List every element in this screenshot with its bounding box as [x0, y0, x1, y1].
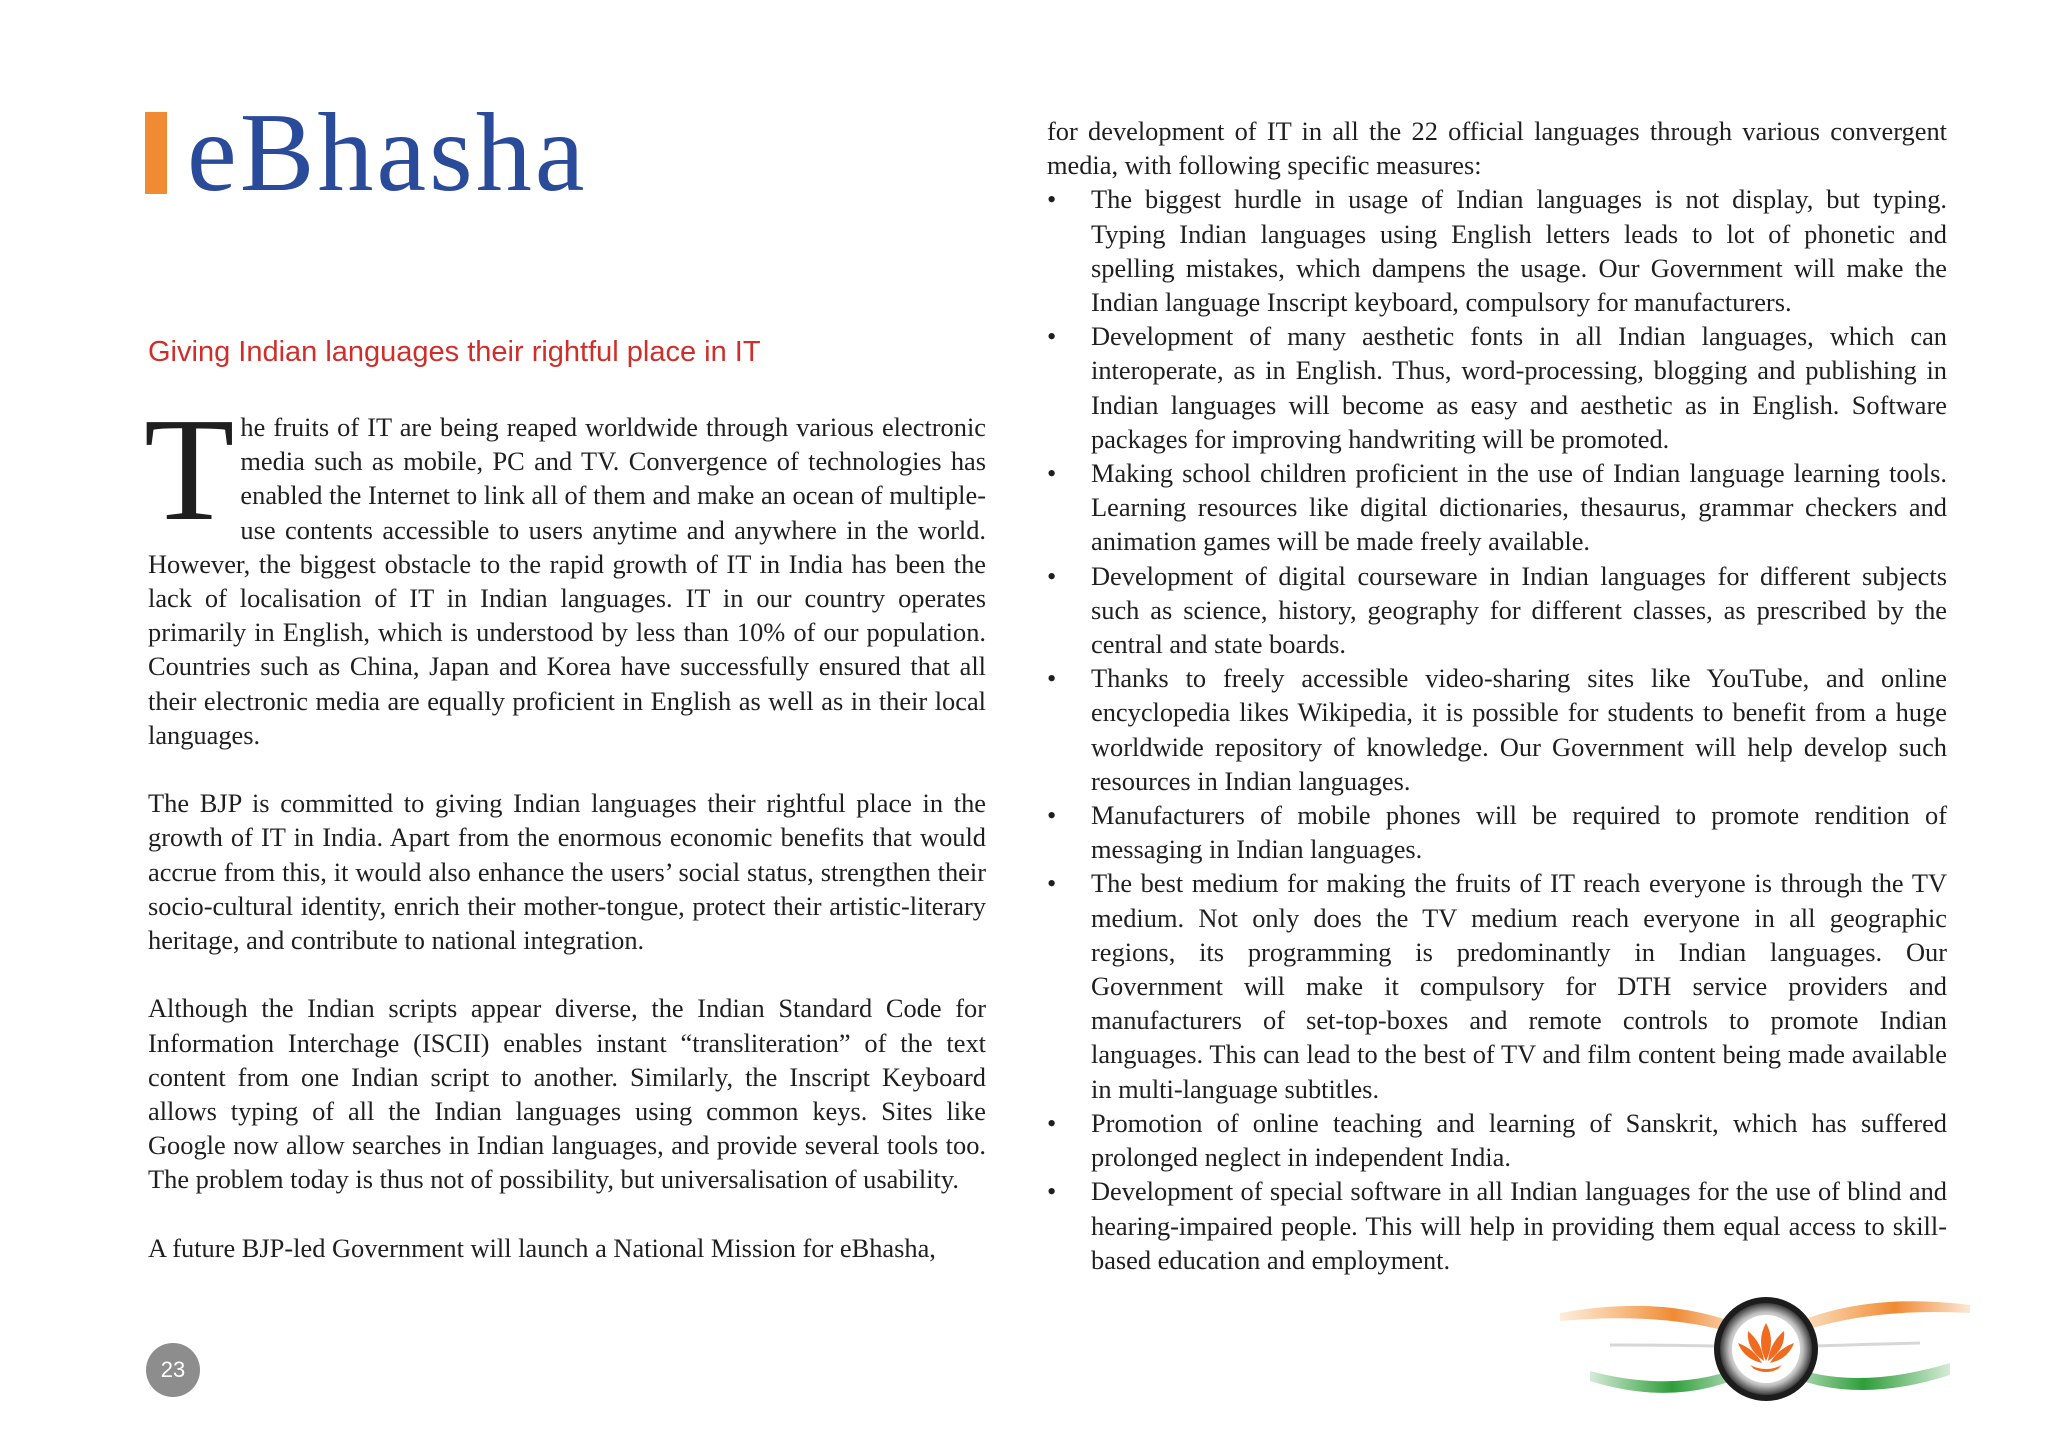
bullet-icon: •	[1047, 1176, 1057, 1207]
lotus-emblem-icon	[1550, 1285, 1980, 1415]
paragraph-3: Although the Indian scripts appear diverse, the Indian Standard Code for Information Interchage (ISCII) enables instant “transliteration” of the text content from one Indian script to another. Similarly, the Inscript Keyboard allows typing of all the Indian languages using common keys. Sites like Google now allow searches in Indian languages, and provide several tools too. The problem today is thus not of possibility, but universalisation of usability.	[148, 993, 986, 1195]
list-item	[1047, 1174, 1947, 1277]
drop-cap: T	[144, 388, 235, 552]
list-item-text: Development of many aesthetic fonts in all Indian languages, which can interoperate, as in English. Thus, word-processing, blogging and publishing in Indian languages will become as easy and aesthetic as in English. Software packages for improving handwriting will be promoted.	[1091, 321, 1947, 454]
bullet-icon: •	[1047, 663, 1057, 694]
list-item-text: Promotion of online teaching and learning of Sanskrit, which has suffered prolonged neglect in independent India.	[1091, 1107, 1947, 1173]
paragraph-4: A future BJP-led Government will launch a National Mission for eBhasha,	[148, 1232, 936, 1263]
bullet-icon: •	[1047, 1107, 1057, 1138]
list-item-text: Development of digital courseware in Indian languages for different subjects such as science, history, geography for different classes, as prescribed by the central and state boards.	[1091, 560, 1947, 660]
list-item-text: The best medium for making the fruits of IT reach everyone is through the TV medium. Not only does the TV medium reach everyone in all geographic regions, its programming is predominantly in Indian languages. Our Government will make it compulsory for DTH service providers and manufacturers of set-top-boxes and remote controls to promote Indian languages. This can lead to the best of TV and film content being made available in multi-language subtitles.	[1091, 868, 1947, 1104]
title-accent-bar	[145, 112, 167, 194]
list-item	[1047, 319, 1947, 456]
list-item-text: Making school children proficient in the use of Indian language learning tools. Learning resources like digital dictionaries, thesaurus, grammar checkers and animation games will be made freely available.	[1091, 458, 1947, 557]
bullet-icon: •	[1047, 184, 1057, 215]
paragraph-1	[144, 388, 986, 752]
list-item-text: Manufacturers of mobile phones will be required to promote rendition of messaging in Indian languages.	[1091, 800, 1947, 865]
list-item	[1047, 866, 1947, 1105]
left-column	[144, 388, 986, 1265]
measures-list	[1047, 182, 1947, 1277]
title-block	[145, 91, 588, 215]
list-item	[1047, 456, 1947, 559]
page-title: eBhasha	[187, 91, 588, 215]
bullet-icon: •	[1047, 458, 1057, 489]
paragraph-1-text: he fruits of IT are being reaped worldwide through various electronic media such as mobile, PC and TV. Convergence of technologies has enabled the Internet to link all of them and make an ocean of multiple-use contents accessible to users anytime and anywhere in the world. However, the biggest obstacle to the rapid growth of IT in India has been the lack of localisation of IT in Indian languages. IT in our country operates primarily in English, which is understood by less than 10% of our population. Countries such as China, Japan and Korea have successfully ensured that all their electronic media are equally proficient in English as well as in their local languages.	[148, 412, 986, 750]
paragraph-2: The BJP is committed to giving Indian languages their rightful place in the growth of IT in India. Apart from the enormous economic benefits that would accrue from this, it would also enhance the users’ social status, strengthen their socio-cultural identity, enrich their mother-tongue, protect their artistic-literary heritage, and contribute to national integration.	[148, 788, 986, 956]
bullet-icon: •	[1047, 321, 1057, 352]
list-item	[1047, 1106, 1947, 1174]
list-item	[1047, 798, 1947, 866]
list-item	[1047, 661, 1947, 798]
list-item	[1047, 182, 1947, 319]
list-item-text: Development of special software in all Indian languages for the use of blind and hearing-impaired people. This will help in providing them equal access to skill-based education and employment.	[1091, 1176, 1947, 1275]
bullet-icon: •	[1047, 868, 1057, 899]
section-subtitle: Giving Indian languages their rightful place in IT	[148, 336, 761, 368]
bullet-icon: •	[1047, 800, 1057, 831]
right-column	[1047, 114, 1947, 1277]
measures-intro: for development of IT in all the 22 official languages through various convergent media, with following specific measures:	[1047, 116, 1947, 181]
list-item-text: Thanks to freely accessible video-sharing sites like YouTube, and online encyclopedia likes Wikipedia, it is possible for students to benefit from a huge worldwide repository of knowledge. Our Government will help develop such resources in Indian languages.	[1091, 663, 1947, 796]
list-item	[1047, 559, 1947, 662]
list-item-text: The biggest hurdle in usage of Indian languages is not display, but typing. Typing Indian languages using English letters leads to lot of phonetic and spelling mistakes, which dampens the usage. Our Government will make the Indian language Inscript keyboard, compulsory for manufacturers.	[1091, 184, 1947, 318]
bullet-icon: •	[1047, 560, 1057, 591]
page-number-badge: 23	[146, 1343, 200, 1397]
